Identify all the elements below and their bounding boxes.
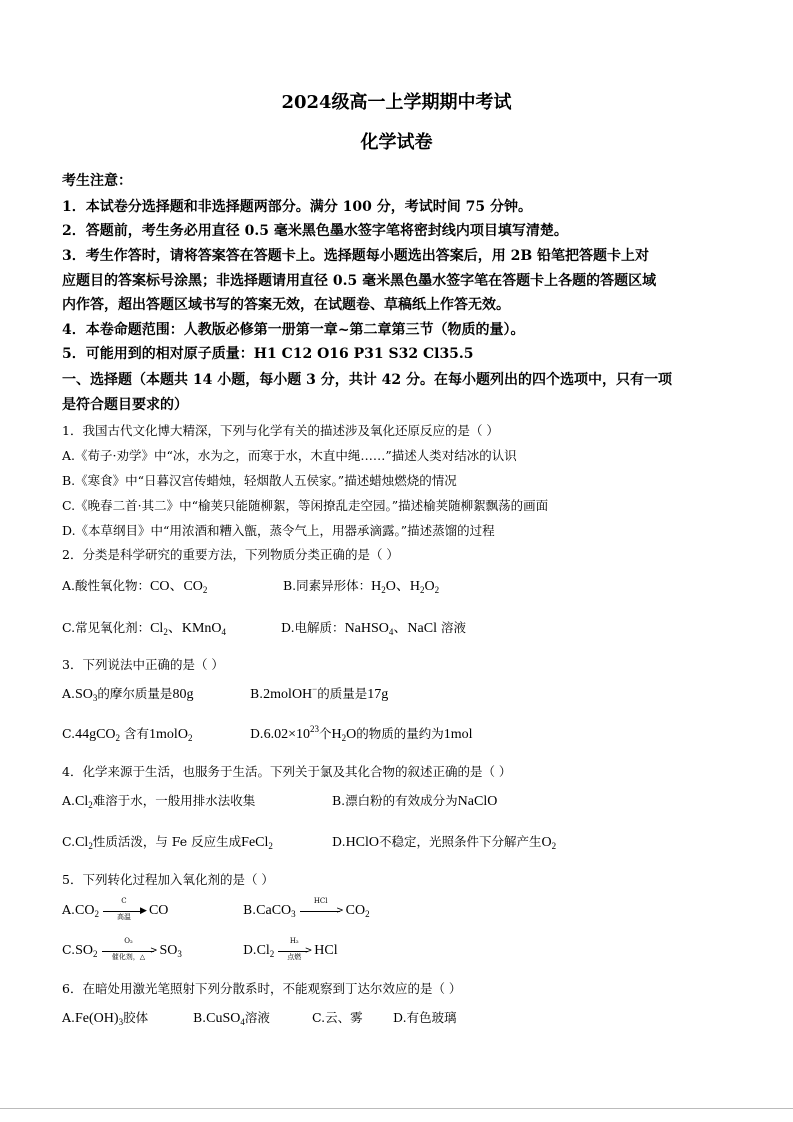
- q6-option-a-label: A.: [62, 1010, 76, 1025]
- q4-option-a: $A.Cl_2$难溶于水，一般用排水法收集: [62, 793, 256, 810]
- q3-option-a-label: A.: [62, 686, 76, 701]
- notice-heading: 考生注意：: [62, 173, 132, 189]
- q4-option-c-label: C.: [62, 834, 76, 849]
- notice-item-3: 3．考生作答时，请将答案答在答题卡上。选择题每小题选出答案后，用 2B 铅笔把答题卡上对: [62, 248, 650, 264]
- q3-option-d-label: D.: [250, 726, 264, 741]
- q1-option-d: D.《本草纲目》中“用浓酒和糟入甑，蒸令气上，用器承滴露。”描述蒸馏的过程: [62, 523, 495, 538]
- q4-option-b-label: B.漂白粉的有效成分为: [332, 793, 458, 808]
- q3-option-d: $D.6.02\times 10^{23}$个$H_2O$的物质的量约为1mol: [250, 724, 473, 743]
- q2-option-d-tail: 溶液: [440, 620, 466, 635]
- q2-option-c: C.常见氧化剂：$Cl_2$、KMnO$_4$: [62, 620, 226, 637]
- q5-option-c-label: C.: [62, 942, 76, 957]
- page-bottom-rule: [0, 1108, 793, 1109]
- q2-option-c-label: C.常见氧化剂：: [62, 620, 151, 635]
- q5-option-c: $C.SO_2$ O₂ > 催化剂，△ $SO_3$: [62, 936, 182, 961]
- q5-option-b-label: B.: [243, 902, 257, 917]
- q1-option-b: B.《寒食》中“日暮汉宫传蜡烛，轻烟散人五侯家。”描述蜡烛燃烧的情况: [62, 473, 457, 488]
- q3-option-d-mid: 个: [318, 726, 332, 741]
- q6-option-a: $A.Fe(OH)_3$胶体: [62, 1010, 149, 1027]
- q3-option-b-tail: 的质量是: [317, 686, 368, 701]
- q3-option-a-tail: 的摩尔质量是: [97, 686, 173, 701]
- notice-item-2: 2．答题前，考生务必用直径 0.5 毫米黑色墨水签字笔将密封线内项目填写清楚。: [62, 223, 568, 239]
- q5-option-a-label: A.: [62, 902, 76, 917]
- notice-item-3-cont: 应题目的答案标号涂黑；非选择题请用直径 0.5 毫米黑色墨水签字笔在答题卡上各题的答题区域: [62, 273, 657, 289]
- q5-option-d: $D.Cl_2$ H₂ > 点燃 HCl: [243, 936, 338, 961]
- exam-title: 2024级高一上学期期中考试: [281, 92, 512, 113]
- q5-option-b: B.CaCO$_3$ HCl > $CO_2$: [243, 896, 370, 919]
- notice-item-3-cont2: 内作答，超出答题区域书写的答案无效，在试题卷、草稿纸上作答无效。: [62, 297, 510, 313]
- q3-option-c: C.44gCO$_2$ 含有1molO$_2$: [62, 726, 193, 743]
- q4-option-d-tail: 不稳定，光照条件下分解产生: [379, 834, 542, 849]
- q2-option-b: B.同素异形体：$H_2O$、$H_2O_2$: [283, 578, 440, 595]
- q6-option-b-label: B.: [193, 1010, 207, 1025]
- exam-subtitle: 化学试卷: [360, 132, 433, 153]
- q2-option-b-label: B.同素异形体：: [283, 578, 372, 593]
- q6-option-c: C.云、雾: [312, 1010, 363, 1025]
- q2-stem: 2．分类是科学研究的重要方法，下列物质分类正确的是（ ）: [62, 547, 399, 562]
- q3-option-b-label: B.: [250, 686, 264, 701]
- q6-option-b: B.CuSO$_4$溶液: [193, 1010, 270, 1027]
- notice-item-1: 1．本试卷分选择题和非选择题两部分。满分 100 分，考试时间 75 分钟。: [62, 199, 532, 215]
- reaction-arrow-icon: H₂ > 点燃: [276, 944, 312, 958]
- section-heading-line1: 一、选择题（本题共 14 小题，每小题 3 分，共计 42 分。在每小题列出的四个选项中，只有一项: [62, 372, 672, 388]
- q2-option-a: A.酸性氧化物：CO、$CO_2$: [62, 578, 208, 595]
- q5-option-d-label: D.: [243, 942, 257, 957]
- q4-option-c-mid: 性质活泼，与 Fe 反应生成: [92, 834, 242, 849]
- q3-option-a: $A.SO_3$的摩尔质量是80g: [62, 686, 194, 703]
- q2-option-d: D.电解质：NaHSO$_4$、NaCl 溶液: [281, 620, 466, 637]
- q3-option-b: B.2molOH−的质量是17g: [250, 684, 389, 702]
- q3-option-d-tail: 的物质的量约为: [356, 726, 444, 741]
- q3-option-c-label: C.: [62, 726, 76, 741]
- q6-option-d: D.有色玻璃: [393, 1010, 457, 1025]
- notice-item-5: 5．可能用到的相对原子质量：H1 C12 O16 P31 S32 Cl35.5: [62, 346, 474, 362]
- q4-option-d-label: D.: [332, 834, 346, 849]
- q4-option-d: D.HClO不稳定，光照条件下分解产生$O_2$: [332, 834, 557, 851]
- q4-option-b: B.漂白粉的有效成分为NaClO: [332, 793, 498, 809]
- q6-option-a-tail: 胶体: [123, 1010, 149, 1025]
- q3-stem: 3．下列说法中正确的是（ ）: [62, 657, 224, 672]
- q4-option-a-label: A.: [62, 793, 76, 808]
- q6-stem: 6．在暗处用激光笔照射下列分散系时，不能观察到丁达尔效应的是（ ）: [62, 981, 462, 996]
- reaction-arrow-icon: O₂ > 催化剂，△: [100, 944, 158, 958]
- q4-option-c: $C.Cl_2$性质活泼，与 Fe 反应生成FeCl$_2$: [62, 834, 273, 851]
- section-heading-line2: 是符合题目要求的）: [62, 397, 188, 413]
- q4-option-a-tail: 难溶于水，一般用排水法收集: [92, 793, 256, 808]
- q2-option-d-label: D.电解质：: [281, 620, 345, 635]
- q3-option-c-mid: 含有: [124, 726, 150, 741]
- q1-option-c: C.《晚春二首·其二》中“榆荚只能随柳絮，等闲撩乱走空园。”描述榆荚随柳絮飘荡的画面: [62, 498, 549, 513]
- reaction-arrow-icon: C ▶ 高温: [101, 904, 147, 918]
- q2-option-a-label: A.酸性氧化物：: [62, 578, 151, 593]
- q1-stem: 1．我国古代文化博大精深，下列与化学有关的描述涉及氧化还原反应的是（ ）: [62, 423, 499, 438]
- q4-stem: 4．化学来源于生活，也服务于生活。下列关于氯及其化合物的叙述正确的是（ ）: [62, 764, 512, 779]
- q6-option-b-tail: 溶液: [244, 1010, 270, 1025]
- q1-option-a: A.《荀子·劝学》中“冰，水为之，而寒于水，木直中绳……”描述人类对结冰的认识: [62, 448, 517, 463]
- q5-option-a: $A.CO_2$ C ▶ 高温 CO: [62, 896, 169, 921]
- notice-item-4: 4．本卷命题范围：人教版必修第一册第一章~第二章第三节（物质的量）。: [62, 322, 525, 338]
- q5-stem: 5．下列转化过程加入氧化剂的是（ ）: [62, 872, 274, 887]
- reaction-arrow-icon: HCl >: [298, 904, 344, 918]
